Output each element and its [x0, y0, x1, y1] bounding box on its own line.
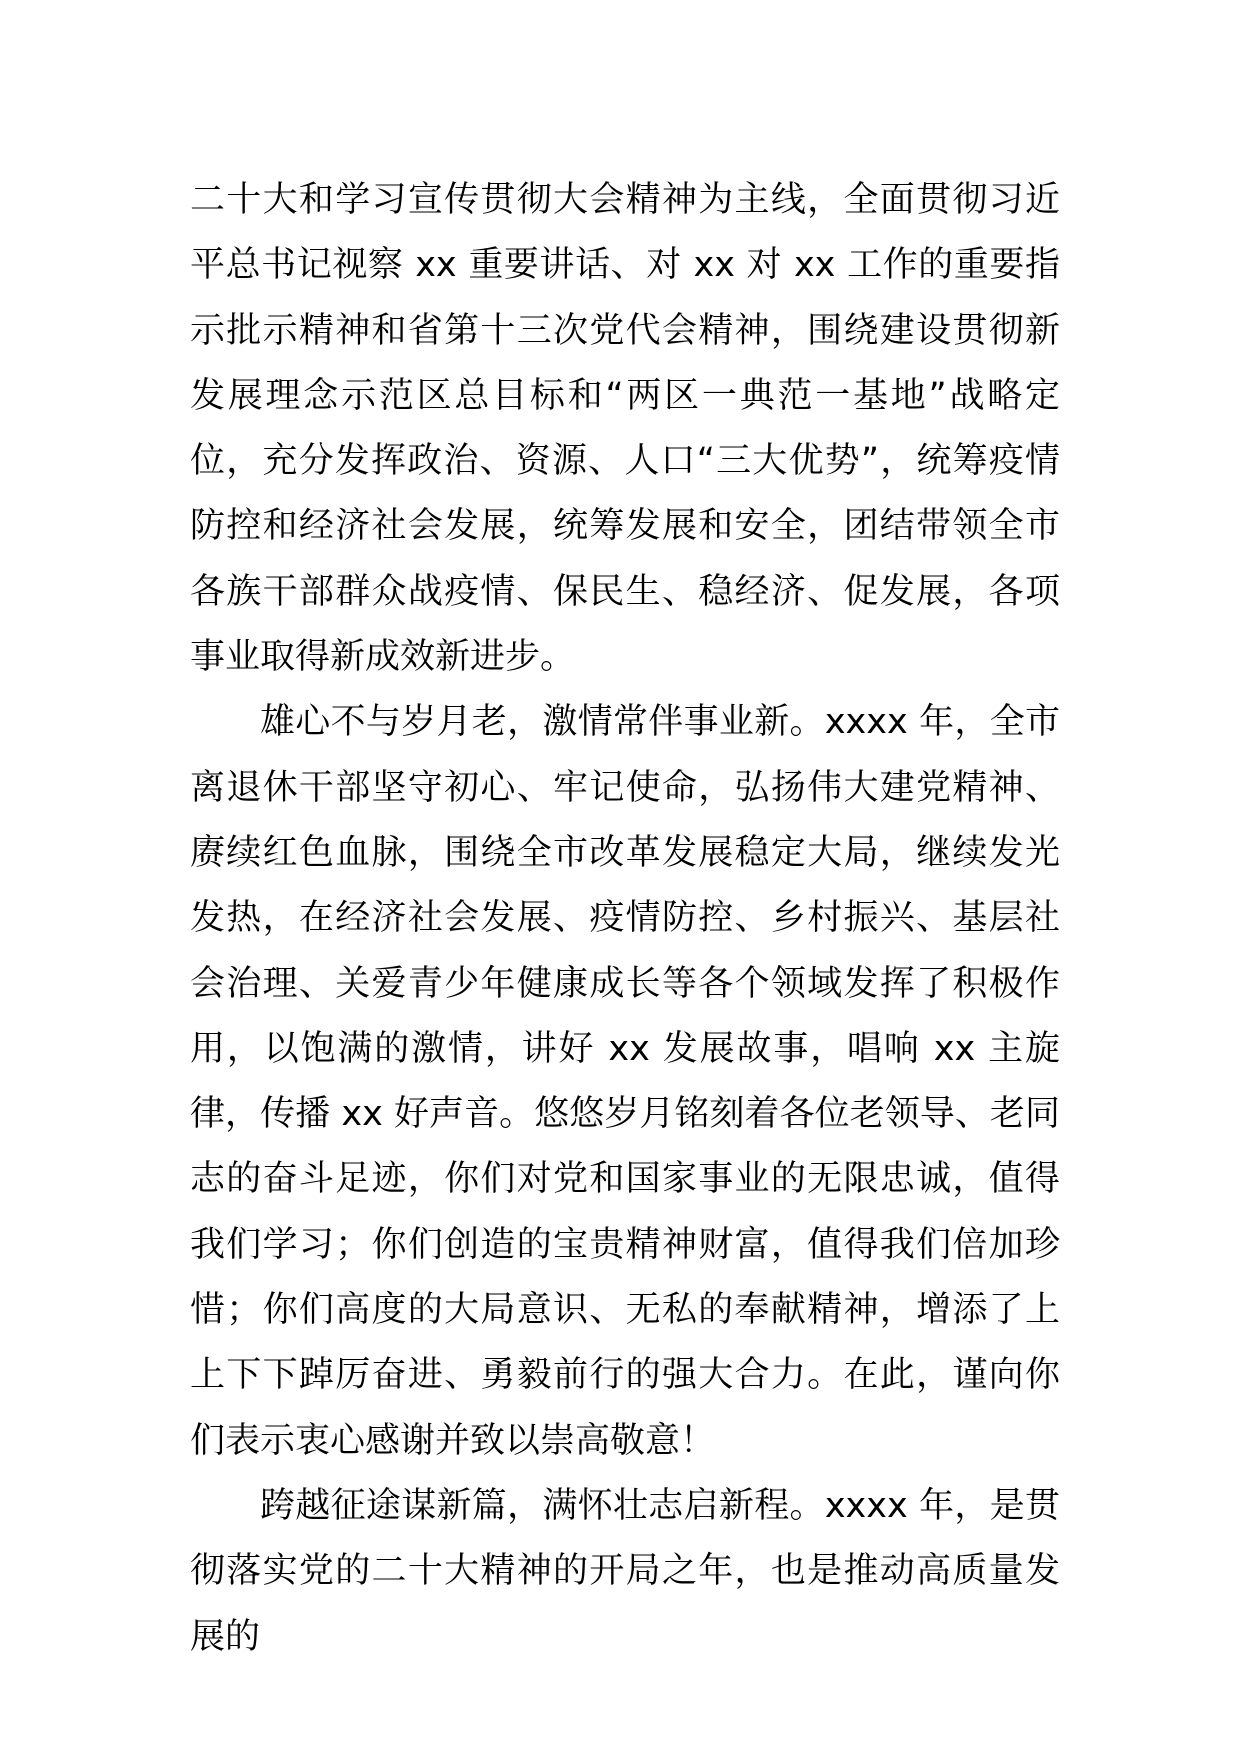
paragraph-continued: 二十大和学习宣传贯彻大会精神为主线，全面贯彻习近平总书记视察 xx 重要讲话、对 xx 对 xx 工作的重要指示批示精神和省第十三次党代会精神，围绕建设贯彻新发展理念示范区总目标和“两区一典范一基地”战略定位，充分发挥政治、资源、人口“三大优势”，统筹疫情防控和经济社会发展，统筹发展和安全，团结带领全市各族干部群众战疫情、保民生、稳经济、促发展，各项事业取得新成效新进步。 [190, 180, 1060, 678]
document-body [190, 168, 1060, 1670]
paragraph-new-journey: 跨越征途谋新篇，满怀壮志启新程。xxxx 年，是贯彻落实党的二十大精神的开局之年，也是推动高质量发展的 [190, 1485, 1060, 1657]
paragraph-retired-cadres: 雄心不与岁月老，激情常伴事业新。xxxx 年，全市离退休干部坚守初心、牢记使命，弘扬伟大建党精神、赓续红色血脉，围绕全市改革发展稳定大局，继续发光发热，在经济社会发展、疫情防控、乡村振兴、基层社会治理、关爱青少年健康成长等各个领域发挥了积极作用，以饱满的激情，讲好 xx 发展故事，唱响 xx 主旋律，传播 xx 好声音。悠悠岁月铭刻着各位老领导、老同志的奋斗足迹，你们对党和国家事业的无限忠诚，值得我们学习；你们创造的宝贵精神财富，值得我们倍加珍惜；你们高度的大局意识、无私的奉献精神，增添了上上下下踔厉奋进、勇毅前行的强大合力。在此，谨向你们表示衷心感谢并致以崇高敬意！ [190, 702, 1060, 1461]
